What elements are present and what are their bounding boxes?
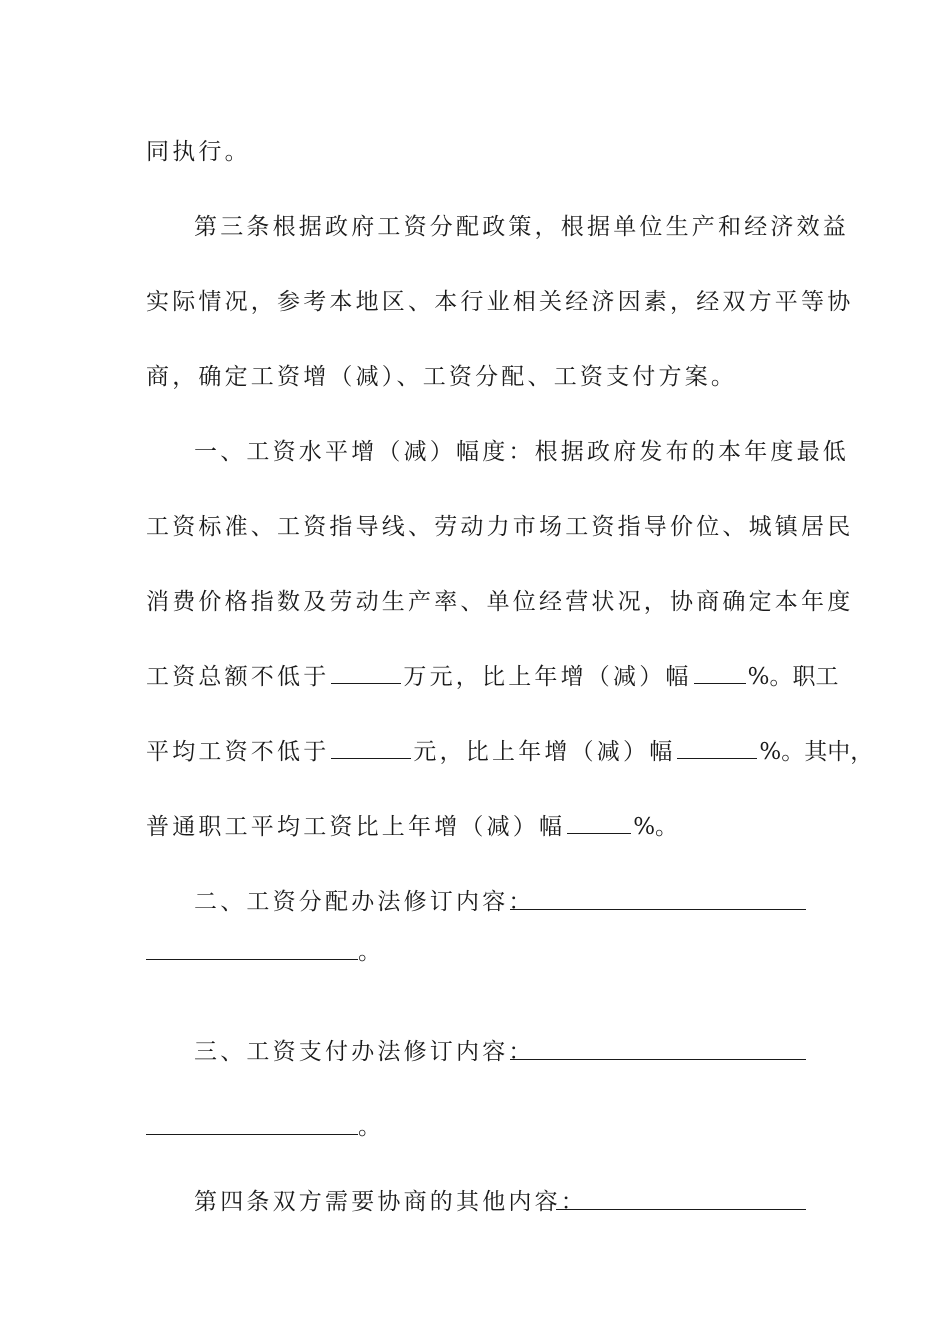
total-wage-blank[interactable] [331, 663, 401, 684]
payment-revision-blank[interactable] [510, 1058, 806, 1060]
article-3-line-3: 商，确定工资增（减）、工资分配、工资支付方案。 [146, 364, 738, 390]
avg-wage-rate-blank[interactable] [677, 738, 757, 759]
avg-wage-label: 平均工资不低于 [146, 739, 330, 765]
avg-wage-unit-label: 元，比上年增（减）幅 [413, 739, 676, 765]
article-3-line-1: 第三条根据政府工资分配政策，根据单位生产和经济效益 [194, 214, 849, 240]
item-1-line-3: 消费价格指数及劳动生产率、单位经营状况，协商确定本年度 [146, 589, 854, 615]
item-2-line-1: 二、工资分配办法修订内容： [194, 889, 535, 915]
item-1-line-1: 一、工资水平增（减）幅度：根据政府发布的本年度最低 [194, 439, 849, 465]
item-3-line-2: 。 [358, 1114, 385, 1140]
article-3-line-2: 实际情况，参考本地区、本行业相关经济因素，经双方平等协 [146, 289, 854, 315]
total-wage-rate-blank[interactable] [694, 663, 746, 684]
avg-wage-blank[interactable] [331, 738, 411, 759]
ordinary-staff-rate-blank[interactable] [567, 813, 631, 834]
distribution-revision-blank[interactable] [510, 908, 806, 910]
item-1-line-6 [146, 812, 816, 842]
payment-revision-blank-2[interactable] [146, 1133, 358, 1135]
percent-staff-label: %。职工 [747, 664, 839, 690]
percent-end-label: %。 [633, 814, 679, 840]
item-1-line-2: 工资标准、工资指导线、劳动力市场工资指导价位、城镇居民 [146, 514, 854, 540]
item-1-line-5 [146, 737, 874, 767]
distribution-revision-blank-2[interactable] [146, 958, 358, 960]
item-2-line-2: 。 [358, 939, 385, 965]
percent-among-label: %。其中， [759, 739, 874, 765]
other-content-blank[interactable] [556, 1208, 806, 1210]
ordinary-staff-label: 普通职工平均工资比上年增（减）幅 [146, 814, 566, 840]
total-wage-label: 工资总额不低于 [146, 664, 330, 690]
item-1-line-4 [146, 662, 839, 692]
item-3-line-1: 三、工资支付办法修订内容： [194, 1039, 535, 1065]
total-wage-unit-label: 万元，比上年增（减）幅 [403, 664, 692, 690]
text-line-1: 同执行。 [146, 139, 251, 165]
article-4-line-1: 第四条双方需要协商的其他内容： [194, 1189, 587, 1215]
